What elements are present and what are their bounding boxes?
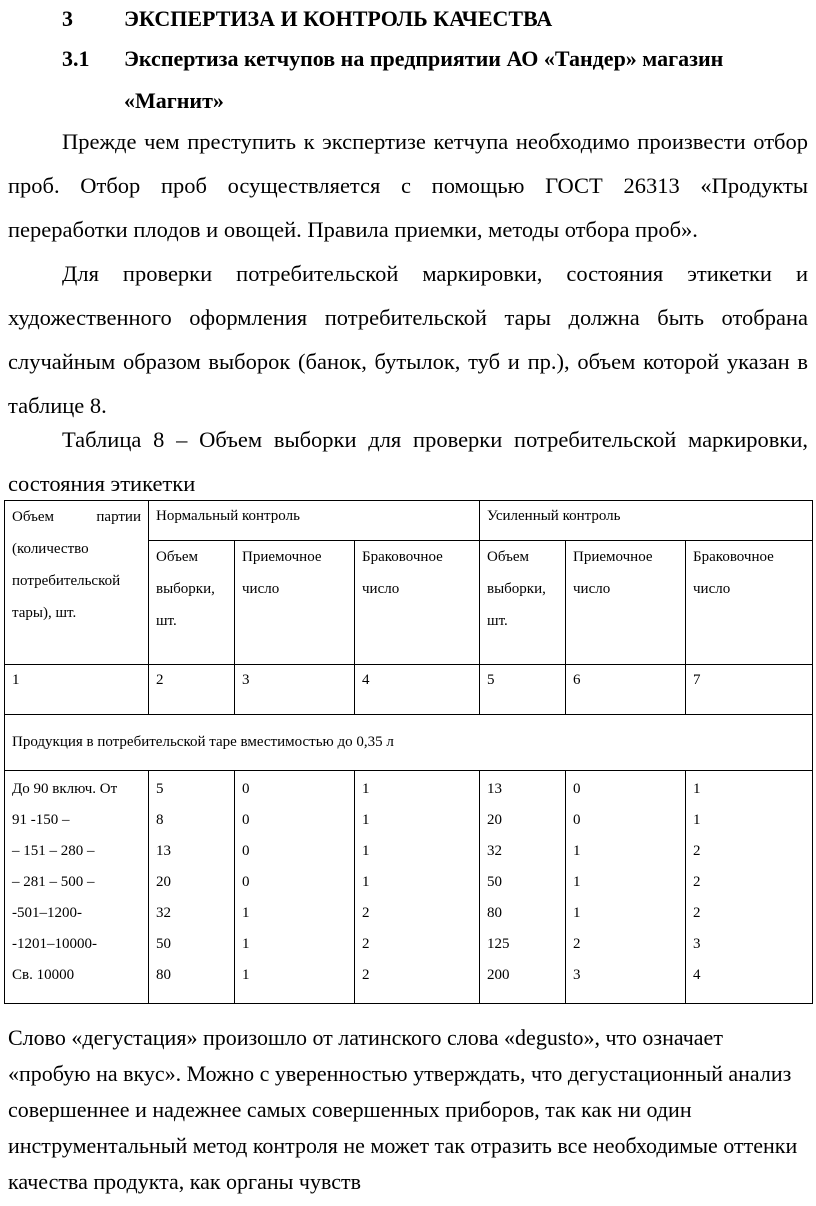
- col-number: 1: [5, 665, 149, 715]
- strict-reject-column: [686, 771, 813, 1004]
- table-cell: 32: [487, 843, 503, 859]
- table-cell: Св. 10000: [12, 967, 75, 983]
- section-heading: [62, 6, 552, 32]
- table-cell: 80: [487, 905, 503, 921]
- table-cell: 13: [487, 781, 503, 797]
- table-cell: – 281 – 500 –: [12, 874, 95, 890]
- normal-sample-column: [149, 771, 235, 1004]
- table-cell: 3: [573, 967, 581, 983]
- table-cell: 2: [362, 905, 370, 921]
- table-cell: 1: [242, 905, 250, 921]
- lot-size-column: [5, 771, 149, 1004]
- table-cell: 0: [242, 781, 250, 797]
- table-cell: 0: [242, 812, 250, 828]
- col-number: 7: [686, 665, 813, 715]
- table-cell: 50: [487, 874, 503, 890]
- table-cell: 13: [156, 843, 171, 859]
- sample-size-table: [4, 500, 813, 1004]
- normal-reject-column: [355, 771, 480, 1004]
- data-row: [5, 771, 813, 1004]
- section-row: Продукция в потребительской таре вместимостью до 0,35 л: [5, 715, 813, 771]
- table-cell: 1: [242, 936, 250, 952]
- subsection-heading: [62, 46, 723, 72]
- col-number: 3: [235, 665, 355, 715]
- table-cell: 125: [487, 936, 510, 952]
- table-cell: 5: [156, 781, 164, 797]
- subsection-title-line1: Экспертиза кетчупов на предприятии АО «Тандер» магазин: [124, 46, 724, 71]
- table-cell: 32: [156, 905, 171, 921]
- table-cell: 1: [573, 874, 581, 890]
- col-number: 2: [149, 665, 235, 715]
- table-cell: 1: [573, 843, 581, 859]
- strict-accept-column: [566, 771, 686, 1004]
- table-cell: -1201–10000-: [12, 936, 97, 952]
- table-cell: 2: [693, 905, 701, 921]
- table-cell: 2: [362, 967, 370, 983]
- table-cell: 1: [573, 905, 581, 921]
- table-cell: 0: [573, 812, 581, 828]
- table-cell: 1: [362, 874, 370, 890]
- subsection-number: 3.1: [62, 46, 90, 71]
- header-strict-sample: Объем выборки, шт.: [480, 541, 566, 665]
- col-number: 4: [355, 665, 480, 715]
- table-cell: 91 -150 –: [12, 812, 70, 828]
- header-normal-reject: Браковочное число: [355, 541, 480, 665]
- header-strict-reject: Браковочное число: [686, 541, 813, 665]
- table-cell: -501–1200-: [12, 905, 82, 921]
- table-cell: 1: [693, 812, 701, 828]
- header-normal-sample: Объем выборки, шт.: [149, 541, 235, 665]
- table-cell: 1: [362, 843, 370, 859]
- table-cell: 0: [242, 843, 250, 859]
- tasting-paragraph: Слово «дегустация» произошло от латинского слова «degusto», что означает «пробую на вкус». Можно с уверенностью утверждать, что дегустационный анализ совершеннее и надежнее самых совершенных приборов, так как ни один инструментальный метод контроля не может так отразить все необходимые оттенки качества продукта, как органы чувств: [8, 1025, 798, 1194]
- table-cell: 20: [487, 812, 503, 828]
- table-cell: 20: [156, 874, 171, 890]
- table-cell: 200: [487, 967, 510, 983]
- col-number: 6: [566, 665, 686, 715]
- table-cell: 80: [156, 967, 171, 983]
- header-normal-accept: Приемочное число: [235, 541, 355, 665]
- header-normal-control: Нормальный контроль: [149, 501, 480, 541]
- table-cell: 1: [362, 781, 370, 797]
- table-cell: 2: [573, 936, 581, 952]
- table-cell: 2: [693, 874, 701, 890]
- table-cell: 1: [242, 967, 250, 983]
- normal-accept-column: [235, 771, 355, 1004]
- column-number-row: [5, 665, 813, 715]
- table-cell: 50: [156, 936, 171, 952]
- subsection-title-line2: «Магнит»: [124, 88, 224, 113]
- header-lot-size: Объем партии (количество потребительской тары), шт.: [5, 501, 149, 665]
- section-title: ЭКСПЕРТИЗА И КОНТРОЛЬ КАЧЕСТВА: [124, 6, 553, 31]
- table-caption: Таблица 8 – Объем выборки для проверки потребительской маркировки, состояния этикетки: [8, 427, 808, 496]
- header-strict-control: Усиленный контроль: [480, 501, 813, 541]
- table-cell: 2: [362, 936, 370, 952]
- strict-sample-column: [480, 771, 566, 1004]
- paragraph-labeling: Для проверки потребительской маркировки, состояния этикетки и художественного оформления потребительской тары должна быть отобрана случайным образом выборок (банок, бутылок, туб и пр.), объем которой указан в таблице 8.: [8, 261, 808, 418]
- table-cell: – 151 – 280 –: [12, 843, 95, 859]
- table-cell: 2: [693, 843, 701, 859]
- table-cell: До 90 включ. От: [12, 781, 118, 797]
- table-cell: 0: [242, 874, 250, 890]
- table-cell: 1: [362, 812, 370, 828]
- table-cell: 4: [693, 967, 701, 983]
- col-number: 5: [480, 665, 566, 715]
- section-number: 3: [62, 6, 73, 31]
- table-cell: 0: [573, 781, 581, 797]
- table-cell: 1: [693, 781, 701, 797]
- table-cell: 3: [693, 936, 701, 952]
- table-cell: 8: [156, 812, 164, 828]
- paragraph-sampling: Прежде чем преступить к экспертизе кетчупа необходимо произвести отбор проб. Отбор проб осуществляется с помощью ГОСТ 26313 «Продукты переработки плодов и овощей. Правила приемки, методы отбора проб».: [8, 129, 808, 242]
- header-strict-accept: Приемочное число: [566, 541, 686, 665]
